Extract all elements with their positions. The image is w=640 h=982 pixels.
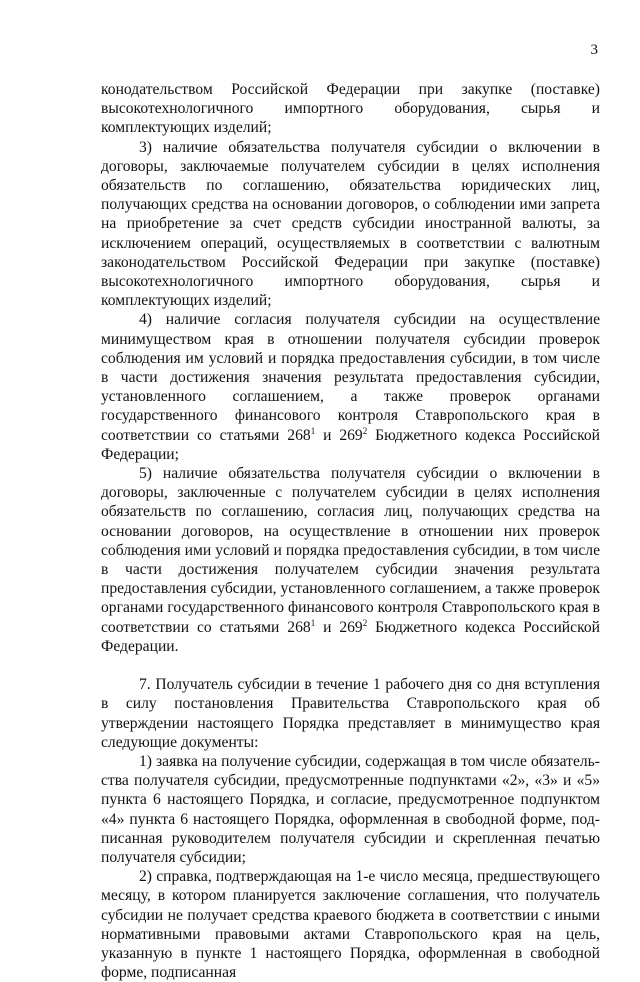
superscript: 2 (362, 425, 368, 436)
superscript: 2 (362, 617, 368, 628)
superscript: 1 (310, 617, 316, 628)
paragraph-section-7: 7. Получатель субсидии в течение 1 рабочего дня со дня вступления в силу постановления Правительства Ставропольского края об утверждении настоящего Порядка представляет в минимущество края следующие документы: (101, 676, 600, 751)
paragraph-subitem-1: 1) заявка на получение субсидии, содержащая в том числе обязательства получателя субсидии, предусмотренные подпунктами «2», «3» и «5» пункта 6 настоящего Порядка, и согласие, предусмотренное подпунктом «4» пункта 6 настоящего Порядка, оформленная в свободной форме, подписанная руководителем получателя субсидии и скрепленная печатью получателя субсидии; (101, 752, 600, 866)
paragraph-continuation: конодательством Российской Федерации при закупке (поставке) высокотехнологичного импортного оборудования, сырья и комплектующих изделий; (101, 81, 600, 137)
paragraph-text: и 269 (315, 618, 363, 636)
paragraph-item-4 (101, 310, 600, 464)
paragraph-text: 5) наличие обязательства получателя субсидии о включении в договоры, заключенные с получателем субсидии в целях исполнения обязательств по соглашению, согласия лиц, получающих средства на основании договоров, на осуществление в отношении них проверок соблюдения ими условий и порядка предоставления субсидии, в том числе в части достижения получателем субсидии значения результата предоставления субсидии, установленного соглашением, а также проверок органами государственного финансового контроля Ставропольского края в соответствии со статьями 268 (101, 465, 600, 636)
page-number: 3 (590, 42, 598, 58)
paragraph-text: и 269 (315, 426, 363, 444)
paragraph-text: Бюджетного кодекса Российской Федерации; (101, 426, 600, 463)
paragraph-text: 4) наличие согласия получателя субсидии на осуществление минимуществом края в отношении получателя субсидии проверок соблюдения им условий и порядка предоставления субсидии, в том числе в части достижения значения результата предоставления субсидии, установленного соглашением, а также проверок органами государственного финансового контроля Ставропольского края в соответствии со статьями 268 (101, 311, 600, 444)
paragraph-item-3: 3) наличие обязательства получателя субсидии о включении в договоры, заключаемые получателем субсидии в целях исполнения обязательств по соглашению, обязательства юридических лиц, получающих средства на основании договоров, о соблюдении ими запрета на приобретение за счет средств субсидии иностранной валюты, за исключением операций, осуществляемых в соответствии с валютным законодательством Российской Федерации при закупке (поставке) высокотехнологичного импортного оборудования, сырья и комплектующих изделий; (101, 138, 600, 310)
paragraph-text: Бюджетного кодекса Российской Федерации. (101, 618, 600, 655)
document-body (101, 80, 600, 982)
superscript: 1 (310, 425, 316, 436)
paragraph-subitem-2: 2) справка, подтверждающая на 1-е число месяца, предшествующего месяцу, в котором планируется заключение соглашения, что получатель субсидии не получает средства краевого бюджета в соответствии с иными нормативными правовыми актами Ставропольского края на цель, указанную в пункте 1 настоящего Порядка, оформленная в свободной форме, подписанная (101, 868, 600, 982)
paragraph-item-5 (101, 464, 600, 656)
